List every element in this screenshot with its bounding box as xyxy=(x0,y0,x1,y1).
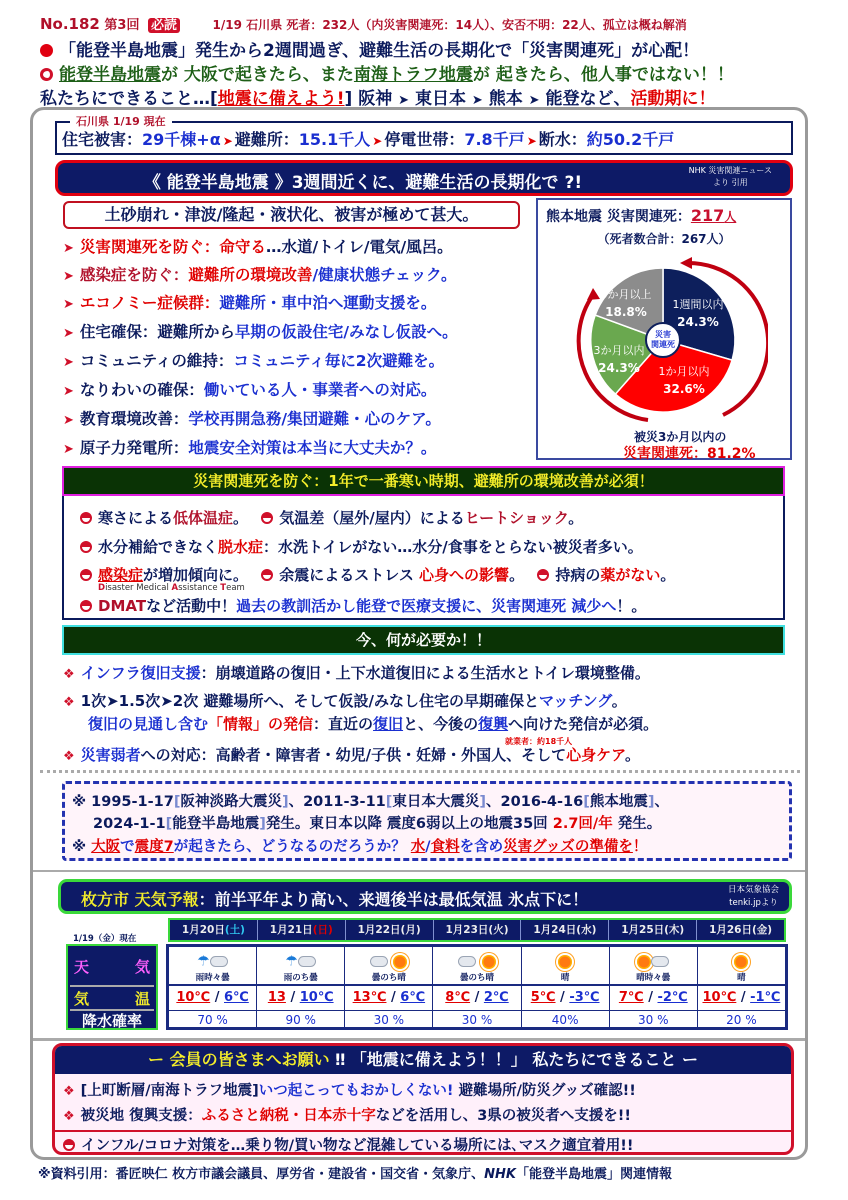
headline-osaka: 能登半島地震が 大阪で起きたら、また南海トラフ地震が 起きたら、他人事ではない！！ xyxy=(40,60,820,85)
diamond-icon: ❖ xyxy=(63,667,75,682)
rain-then-cloud-icon: ☂ xyxy=(257,951,344,973)
prevent-row: DMATなど活動中！過去の教訓活かし能登で医療支援に、災害関連死 減少へ！。 xyxy=(80,595,646,616)
half-circle-icon xyxy=(80,569,92,581)
sun-icon xyxy=(522,951,609,973)
arrow-right-icon: ➤ xyxy=(63,297,74,312)
arrow-right-icon: ➤ xyxy=(398,93,410,108)
arrow-right-icon: ➤ xyxy=(471,93,483,108)
arrow-right-icon: ➤ xyxy=(63,355,74,370)
arrow-right-icon: ➤ xyxy=(63,442,74,457)
needs-row: ❖ 1次➤1.5次➤2次 避難場所へ、そして仮設/みなし住宅の早期確保とマッチング。 xyxy=(63,692,627,710)
arrow-right-icon: ➤ xyxy=(526,134,537,148)
svg-text:24.3%: 24.3% xyxy=(598,361,640,375)
arrow-right-icon: ➤ xyxy=(63,269,74,284)
date-cell: 1月26日(金) xyxy=(709,924,773,936)
weather-day: 曇のち晴 13℃ / 6℃ 30 % xyxy=(345,947,433,1027)
sun-cloud-icon xyxy=(610,951,697,973)
date-cell: 1月24日(水) xyxy=(521,920,609,940)
needs-row: ❖ インフラ復旧支援：崩壊道路の復旧・上下水道復旧による生活水とトイレ環境整備。 xyxy=(63,664,650,682)
svg-text:災害: 災害 xyxy=(655,330,671,339)
dotted-divider xyxy=(40,770,800,773)
casualty-stats: 1/19 石川県 死者：232人（内災害関連死：14人）、安否不明：22人、孤立は概ね解消 xyxy=(212,18,687,32)
issue-header xyxy=(40,14,820,33)
arrow-right-icon: ➤ xyxy=(63,241,74,256)
weather-banner: 枚方市 天気予報：前半平年より高い、来週後半は最低気温 氷点下に！ 日本気象協会 tenki.jpより xyxy=(58,879,792,914)
needs-row: ❖ 災害弱者への対応：高齢者・障害者・幼児/子供・妊婦・外国人、そして心身ケア。 xyxy=(63,746,640,764)
date-cell: 1月25日(木) xyxy=(609,920,697,940)
weather-day: 曇のち晴 8℃ / 2℃ 30 % xyxy=(433,947,521,1027)
dmat-expansion: Disaster Medical Assistance Team xyxy=(98,583,245,593)
prevent-row: 水分補給できなく脱水症：水洗トイレがない…水分/食事をとらない被災者多い。 xyxy=(80,536,643,557)
diamond-icon: ❖ xyxy=(63,1084,75,1099)
weather-day: 晴時々曇 7℃ / -2℃ 30 % xyxy=(610,947,698,1027)
measure-item: ➤ 災害関連死を防ぐ：命守る…水道/トイレ/電気/風呂。 xyxy=(63,238,453,256)
issue-round: 第3回 xyxy=(104,18,140,33)
stat-legend: 石川県 1/19 現在 xyxy=(70,113,172,129)
banner-source: NHK 災害関連ニュース より 引用 xyxy=(688,166,772,187)
svg-text:32.6%: 32.6% xyxy=(663,382,705,396)
arrow-right-icon: ➤ xyxy=(372,134,383,148)
svg-text:関連死: 関連死 xyxy=(651,340,675,349)
date-cell: 1月21日(日) xyxy=(258,920,346,940)
pie-note-percent: 災害関連死：81.2% xyxy=(623,446,756,462)
divider xyxy=(33,870,805,872)
diamond-icon: ❖ xyxy=(63,695,75,710)
measure-item: ➤ なりわいの確保：働いている人・事業者への対応。 xyxy=(63,381,437,399)
footer-sources: ※資料引用：番匠映仁 枚方市議会議員、厚労省・建設省・国交省・気象庁、NHK「能登半島地震」関連情報 xyxy=(38,1167,673,1182)
noto-banner xyxy=(55,160,793,196)
measure-item: ➤ コミュニティの維持：コミュニティ毎に2次避難を。 xyxy=(63,352,445,370)
damage-summary: 土砂崩れ・津波/隆起・液状化、被害が極めて甚大。 xyxy=(63,201,520,229)
svg-text:3か月以上: 3か月以上 xyxy=(600,288,652,301)
half-circle-icon xyxy=(80,541,92,553)
half-circle-icon xyxy=(80,512,92,524)
weather-day: 晴 5℃ / -3℃ 40% xyxy=(522,947,610,1027)
pie-chart xyxy=(558,250,768,430)
prevent-heading: 災害関連死を防ぐ：1年で一番寒い時期、避難所の環境改善が必須！ xyxy=(62,466,785,496)
member-row: ❖ [上町断層/南海トラフ地震]いつ起こってもおかしくない! 避難場所/防災グッズ確認!! xyxy=(63,1083,636,1099)
needs-row: 復旧の見通し含む「情報」の発信：直近の復旧と、今後の復興へ向けた発信が必須。 xyxy=(88,715,659,733)
member-request-box xyxy=(52,1043,794,1155)
weather-day: 晴 10℃ / -1℃ 20 % xyxy=(698,947,785,1027)
arrow-right-icon: ➤ xyxy=(63,413,74,428)
svg-text:18.8%: 18.8% xyxy=(605,305,647,319)
arrow-right-icon: ➤ xyxy=(528,93,540,108)
weather-day: ☂ 雨時々曇 10℃ / 6℃ 70 % xyxy=(169,947,257,1027)
issue-number: No.182 xyxy=(40,15,100,33)
weather-day: ☂ 雨のち曇 13 / 10℃ 90 % xyxy=(257,947,345,1027)
member-row: ❖ 被災地 復興支援：ふるさと納税・日本赤十字などを活用し、3県の被災者へ支援を!! xyxy=(63,1108,632,1124)
divider xyxy=(33,1038,805,1041)
half-circle-icon xyxy=(63,1139,75,1151)
arrow-right-icon: ➤ xyxy=(222,134,233,148)
svg-text:1か月以内: 1か月以内 xyxy=(658,365,710,378)
headline-prepare: 私たちにできること…[地震に備えよう!] 阪神 ➤ 東日本 ➤ 熊本 ➤ 能登など、活動期に！ xyxy=(40,89,716,109)
cloud-then-sun-icon xyxy=(433,951,520,973)
member-row: インフル/コロナ対策を…乗り物/買い物など混雑している場所には､マスク適宜着用!! xyxy=(63,1134,633,1155)
history-line: 2024-1-1[能登半島地震]発生。東日本以降 震度6弱以上の地震35回 2.7回/年 発生。 xyxy=(93,816,662,832)
weather-as-of: 1/19（金）現在 xyxy=(73,934,137,944)
cloud-then-sun-icon xyxy=(345,951,432,973)
measure-item: ➤ 感染症を防ぐ：避難所の環境改善/健康状態チェック。 xyxy=(63,266,457,284)
weather-row-labels: 天 気 気 温 降水確率 xyxy=(66,944,158,1030)
needs-heading: 今、何が必要か！！ xyxy=(62,625,785,655)
measure-item: ➤ 住宅確保：避難所から早期の仮設住宅/みなし仮設へ。 xyxy=(63,323,458,341)
ishikawa-stats: 住宅被害：29千棟+α ➤ 避難所：15.1千人 ➤ 停電世帯：7.8千戸 ➤ 断水：約50.2千戸 xyxy=(62,130,675,149)
pie-subtitle: （死者数合計：267人） xyxy=(597,232,731,246)
arrow-right-icon: ➤ xyxy=(63,326,74,341)
diamond-icon: ❖ xyxy=(63,1109,75,1124)
measure-item: ➤ 原子力発電所：地震安全対策は本当に大丈夫か？。 xyxy=(63,439,437,457)
pie-title: 熊本地震 災害関連死：217人 xyxy=(546,206,737,225)
red-dot-icon xyxy=(40,44,53,57)
half-circle-icon xyxy=(261,569,273,581)
date-cell: 1月22日(月) xyxy=(346,920,434,940)
half-circle-icon xyxy=(261,512,273,524)
measure-item: ➤ エコノミー症候群：避難所・車中泊へ運動支援を。 xyxy=(63,294,437,312)
sun-icon xyxy=(698,951,785,973)
svg-text:1週間以内: 1週間以内 xyxy=(672,298,724,311)
banner-title: 《 能登半島地震 》3週間近くに、避難生活の長期化で ?! xyxy=(143,173,583,193)
rain-cloud-icon: ☂ xyxy=(169,951,256,973)
date-cell: 1月20日(土) xyxy=(170,920,258,940)
half-circle-icon xyxy=(80,600,92,612)
weather-table xyxy=(166,944,788,1030)
employment-note: 就業者：約18千人 xyxy=(505,737,573,746)
kumamoto-pie-panel xyxy=(536,198,792,460)
pie-note: 被災3か月以内の xyxy=(634,430,727,444)
date-cell: 1月23日(火) xyxy=(434,920,522,940)
prevent-row: 寒さによる低体温症。 気温差（屋外/屋内）によるヒートショック。 xyxy=(80,507,583,528)
half-circle-icon xyxy=(537,569,549,581)
diamond-icon: ❖ xyxy=(63,749,75,764)
must-read-badge: 必読 xyxy=(148,18,180,33)
svg-text:3か月以内: 3か月以内 xyxy=(593,344,645,357)
headline-concern: 「能登半島地震」発生から2週間過ぎ、避難生活の長期化で「災害関連死」が心配！ xyxy=(40,36,820,61)
measure-item: ➤ 教育環境改善：学校再開急務/集団避難・心のケア。 xyxy=(63,410,441,428)
svg-text:24.3%: 24.3% xyxy=(677,315,719,329)
weather-source: 日本気象協会 tenki.jpより xyxy=(727,885,779,908)
history-line: ※ 大阪で震度7が起きたら、どうなるのだろうか？ 水/食料を含め災害グッズの準備を！ xyxy=(72,839,648,855)
member-heading: ー 会員の皆さまへお願い ‼ 「地震に備えよう！！」 私たちにできること ー xyxy=(55,1046,791,1074)
history-line: ※ 1995-1-17[阪神淡路大震災]、2011-3-11[東日本大震災]、2016-4-16[熊本地震]、 xyxy=(72,794,669,810)
arrow-right-icon: ➤ xyxy=(63,384,74,399)
weather-date-row xyxy=(168,918,786,942)
prevent-row: 感染症が増加傾向に。 余震によるストレス 心身への影響。 持病の薬がない。 xyxy=(80,564,675,585)
swirl-icon xyxy=(40,68,53,81)
